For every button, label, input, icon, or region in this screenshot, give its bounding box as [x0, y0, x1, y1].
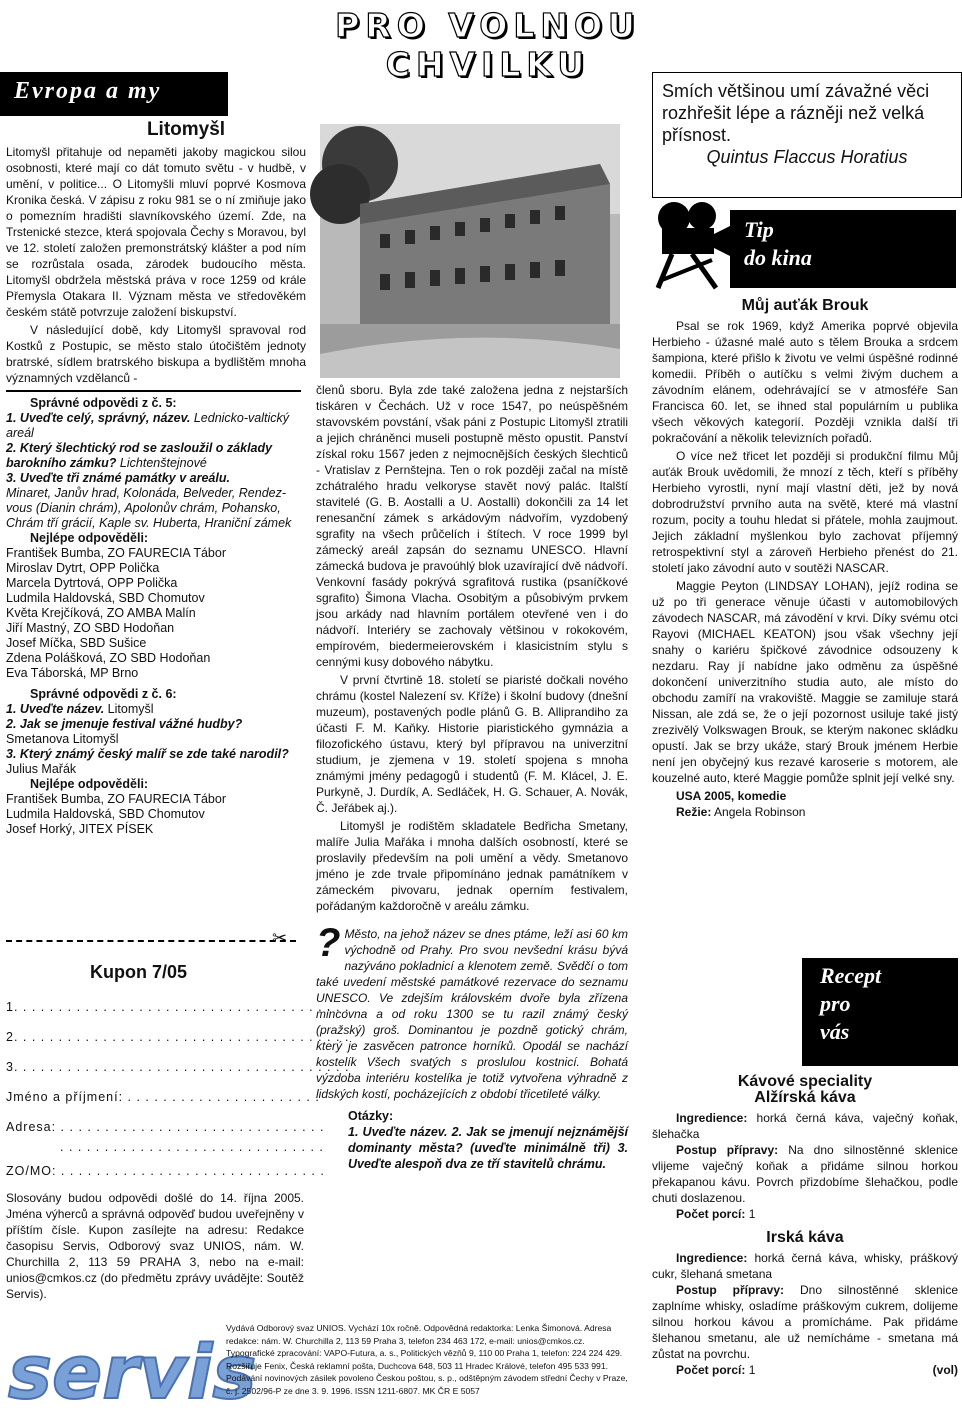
- list-item: Jiří Mastný, ZO SBD Hodoňan: [6, 621, 175, 635]
- answers6-q1: 1. Uveďte název.: [6, 702, 105, 716]
- questions-text: 1. Uveďte název. 2. Jak se jmenují nejznámější dominanty města? (uveďte minimálně tři) 3. Uveďte alespoň dva ze tří stavitelů chrámu.: [348, 1125, 628, 1171]
- recept-line-1: Recept: [820, 963, 882, 988]
- movie-paragraph-1: Psal se rok 1969, když Amerika poprvé objevila Herbieho - úžasné malé auto s tělem Brouka a srdcem šampiona, které přišlo k životu ve velmi úspěšné rodinné komedii. Příběh o autíčku s velmi živým duchem a závodním elánem, odehrávající se v atmosféře San Francisca 60. let, se ihned stal populárním u publika všech věkových kategorií. Později vznikla další tři pokračování a několik televizních pořadů.: [652, 319, 958, 445]
- questions-label: Otázky:: [348, 1109, 394, 1123]
- answers5-heading: Správné odpovědi z č. 5:: [30, 396, 177, 410]
- answers6-heading: Správné odpovědi z č. 6:: [30, 687, 177, 701]
- servis-logo: [4, 1318, 257, 1414]
- coupon-address-field[interactable]: Adresa: . . . . . . . . . . . . . . . . . . . . . . . . . . . . . .: [6, 1120, 325, 1134]
- list-item: Eva Táborská, MP Brno: [6, 666, 139, 680]
- recipe-2-name: Irská káva: [766, 1229, 844, 1246]
- answers5-q3: 3. Uveďte tři známé památky v areálu.: [6, 471, 230, 485]
- article-paragraph-5: Litomyšl je rodištěm skladatele Bedřicha Smetany, malíře Julia Mařáka i mnoha dalších osobností, které se proslavily především na poli umění a vědy. Smetanovo jméno je zde trvale připomínáno jednak památníkem v zámeckém pivovaru, jednak operním festivalem, pořádaným každoročně v areálu zámku.: [316, 819, 628, 913]
- article-paragraph-3: členů sboru. Byla zde také založena jedna z nejstarších tiskáren v Čechách. Už v roce 1547, po neúspěšném stavovském povstání, však páni z Postupic Litomyšl ztratili a jejich chráněnci museli postupně město opustit. Panství získal roku 1567 jeden z nejmocnějších českých šlechticů - Vratislav z Pernštejna. Ten o rok později začal na místě zchátralého hradu velkoryse stavět nový palác. Italští stavitelé (G. B. Aostalli a U. Aostalli) dokončili za 14 let renesanční zámek s arkádovým nádvořím, vyzdobený sgrafity na všech průčelích i štítech. V roce 1999 byl zámecký areál zapsán do seznamu UNESCO. Hlavní zámecká budova je pravoúhlý blok uzavírající dvě nádvoří. Venkovní fasády pokrývá sgrafitová rustika (psaníčkové sgrafito) Šimona Vlacha. Osobitým a působivým prvkem jsou arkády nad hlavním portálem otevřené ven i do nádvoří. Interiéry se zachovaly většinou v rokokovém, empírovém, biedermeierovském i klasicistním stylu s cennými kusy dobového nábytku.: [316, 383, 628, 669]
- recipe-2-prep: Dno silnostěnné sklenice zaplníme whisky, osladíme práškovým cukrem, dolijeme silnou horkou kávou a promícháme. Pak přidáme šlehanou smetanu, ale už nemícháme - smetana má zůstat na povrchu.: [652, 1283, 959, 1361]
- riddle-text: Město, na jehož název se dnes ptáme, leží asi 60 km východně od Prahy. Pro svou nevšední krásu bývá nazýváno pokladnicí a klenotem země. Svědčí o tom také uvedení městské památkové rezervace do seznamu UNESCO. Ve zdejším královském dvoře byla zřízena mincovna a od roku 1300 se tu razil známý český (pražský) groš. Dominantou je pozdně gotický chrám, který je zasvěcen patronce horníků. Opodál se nachází kostelík Všech svatých s proslulou kostnicí. Bohatá výzdoba interiéru kostelíka je totiž vytvořena výhradně z lidských kostí, pocházejících z období třicetileté války.: [316, 927, 628, 1101]
- svg-text:servis: servis: [8, 1330, 257, 1414]
- quiz: [316, 1108, 628, 1172]
- movie-country: USA 2005, komedie: [676, 789, 787, 803]
- movie-paragraph-3: Maggie Peyton (LINDSAY LOHAN), jejíž rodina se už po tři generace věnuje účasti v automobilových závodech NASCAR, má závodění v krvi. Díky svému otci Rayovi (MICHAEL KEATON) jsou však všechny její snahy o kariéru špičkové závodnice odsouzeny k nezdaru. Ray jí nabídne jako odměnu za úspěšné dokončení univerzitního studia auto, ale místo do obchodu zamíří na vrakoviště. Maggie se zamiluje stará Nissan, ale zdá se, že o její pozornost usiluje také jistý zrezivělý Volkswagen Brouk, se kterým nakonec skládku opustí. Jak se brzy ukáže, starý Brouk jménem Herbie není jen obyčejný kus rezavé karoserie s motorem, ale kouzelné auto, které Maggie pomůže splnit její velké sny.: [652, 579, 958, 785]
- recipe-1-portions: 1: [748, 1207, 756, 1221]
- movie-camera-icon: [652, 198, 732, 290]
- director-label: Režie:: [676, 805, 712, 819]
- answers6-a2: Smetanova Litomyšl: [6, 732, 119, 746]
- list-item: Ludmila Haldovská, SBD Chomutov: [6, 807, 205, 821]
- article-paragraph-2: V následující době, kdy Litomyšl spravoval rod Kostků z Postupic, se město stalo útočištěm jednoty bratrské, sídlem bratrského biskupa a bydlištěm mnoha významných vzdělanců -: [6, 323, 306, 385]
- article-title: Litomyšl: [146, 119, 226, 140]
- left-column: [6, 120, 306, 837]
- recipe-1-portions-label: Počet porcí:: [676, 1207, 746, 1221]
- list-item: Ludmila Haldovská, SBD Chomutov: [6, 591, 205, 605]
- recipe-2-prep-label: Postup přípravy:: [676, 1283, 784, 1297]
- quote-author: Quintus Flaccus Horatius: [706, 147, 908, 167]
- answers6-q3: 3. Který známý český malíř se zde také narodil?: [6, 747, 289, 761]
- scissors-icon: ✂: [272, 928, 288, 948]
- coupon-title: Kupon 7/05: [90, 962, 188, 982]
- tip-line-1: Tip: [744, 217, 774, 242]
- movie-title: Můj auťák Brouk: [741, 297, 869, 314]
- coupon-answer-1[interactable]: 1. . . . . . . . . . . . . . . . . . . . . . . . . . . . . . . . . . . . . .: [6, 1000, 350, 1014]
- answers5-a3: Minaret, Janův hrad, Kolonáda, Belveder, Rendez-vous (Dianin chrám), Apolonův chrám, Pohansko, Chrám tří grácií, Kaple sv. Huberta, Hraniční zámek: [6, 486, 292, 530]
- masthead: PRO VOLNOU CHVILKU: [335, 6, 641, 84]
- colophon: Vydává Odborový svaz UNIOS. Vychází 10x ročně. Odpovědná redaktorka: Lenka Šimonová. Adresa redakce: nám. W. Churchilla 2, 113 59 Praha 3, telefon 234 463 172, e-mail: unios@cmkos.cz. Typografické zpracování: VAPO-Futura, a. s., Politických vězňů 9, 110 00 Praha 1, telefon: 224 224 429. Rozšiřuje Fenix, Česká reklamní pošta, Duchcova 648, 503 11 Hradec Králové, telefon 495 533 991. Podávání novinových zásilek povoleno Českou poštou, s. p., odštěpným závodem střední Čechy v Praze, č. j. 2502/96-P ze dne 3. 9. 1996. ISSN 1211-6807. MK ČR E 5057: [226, 1323, 628, 1396]
- recipe-1-prep-label: Postup přípravy:: [676, 1143, 779, 1157]
- recipes: [652, 1074, 958, 1378]
- coupon-note: Slosovány budou odpovědi došlé do 14. října 2005. Jména výherců a správná odpověď budou uveřejněny v příštím čísle. Kupon zasílejte na adresu: Redakce časopisu Servis, Odborový svaz UNIOS, nám. W. Churchilla 2, 113 59 PRAHA 3, nebo na e-mail: unios@cmkos.cz (do předmětu zprávy uvádějte: Soutěž Servis).: [6, 1191, 304, 1301]
- movie-director-line: [652, 804, 958, 820]
- coupon-answer-3[interactable]: 3. . . . . . . . . . . . . . . . . . . . . . . . . . . . . . . . . . . . . .: [6, 1060, 350, 1074]
- list-item: Josef Míčka, SBD Sušice: [6, 636, 147, 650]
- article-paragraph-1: Litomyšl přitahuje od nepaměti jakoby magickou silou osobnosti, které mají co dát tomuto světu - v hudbě, v umění, v politice... O Litomyšli mluví poprvé Kosmova Kronika česká. V zápisu z roku 981 se o ní zmiňuje jako o pomezním hradišti slavníkovského území. Zde, na Trstenické stezce, která spojovala Čechy s Moravou, byl ve 12. století založen premonstrátský klášter a pod ním se rozrůstala osada, zárodek budoucího města. Litomyšl obdržela městská práva v roce 1259 od krále Přemysla Otakara II. Význam města ve středověkém českém státě potvrzuje založení biskupství.: [6, 145, 306, 319]
- recipe-2-ingredients-label: Ingredience:: [676, 1251, 748, 1265]
- tip-heading: [744, 216, 812, 272]
- coupon-cut-line: [6, 940, 296, 942]
- recept-line-3: vás: [820, 1019, 850, 1044]
- coupon-name-field[interactable]: Jméno a příjmení: . . . . . . . . . . . . . . . . . . . . . .: [6, 1090, 320, 1104]
- quote: [662, 80, 952, 168]
- divider: [6, 390, 301, 392]
- list-item: Zdena Polášková, ZO SBD Hodoňan: [6, 651, 211, 665]
- coupon-answer-2[interactable]: 2. . . . . . . . . . . . . . . . . . . . . . . . . . . . . . . . . . . . . .: [6, 1030, 350, 1044]
- recept-line-2: pro: [820, 991, 851, 1016]
- quote-text: Smích většinou umí závažné věci rozhřešit lépe a rázněji než velká přísnost.: [662, 81, 930, 145]
- recipes-title: Kávové speciality: [737, 1073, 873, 1090]
- answers5-q1: 1. Uveďte celý, správný, název.: [6, 411, 191, 425]
- middle-column: [316, 382, 628, 1172]
- servis-logo-graphic: [4, 1318, 257, 1414]
- right-column: [652, 296, 958, 820]
- recipe-2-note: (vol): [932, 1363, 958, 1377]
- list-item: František Bumba, ZO FAURECIA Tábor: [6, 792, 226, 806]
- answers5-q2: 2. Který šlechtický rod se zasloužil o základy barokního zámku?: [6, 441, 273, 470]
- riddle: [316, 921, 628, 1102]
- recipe-1-prep: Na dno silnostěnné sklenice vlijeme vaječný koňak a přidáme silnou horkou překapanou kávu. Povrch přizdobíme šlehačkou, podle chuti doslazenou.: [652, 1143, 958, 1205]
- list-item: Květa Krejčíková, ZO AMBA Malín: [6, 606, 196, 620]
- answers5-a1: Lednicko-valtický areál: [6, 411, 290, 440]
- director-name: Angela Robinson: [714, 805, 806, 819]
- coupon-zomo-field[interactable]: ZO/MO: . . . . . . . . . . . . . . . . . . . . . . . . . . . . . .: [6, 1164, 325, 1178]
- movie-paragraph-2: O více než třicet let později si produkční filmu Můj auťák Brouk uvědomili, že mnozí z těch, kteří s příběhy Herbieho vyrostli, nyní mají vlastní děti, jež by nová dobrodružství prvního auta na světě, které má vlastní rozum, pocity a touhu hledat si přátele, mohla zaujmout. Jejich základní myšlenkou bylo zachovat příjemný retrospektivní styl a zároveň Herbieho přenést do 21. století jako závodní auto v soutěži NASCAR.: [652, 449, 958, 575]
- answers6-best: Nejlépe odpověděli:: [30, 777, 149, 791]
- list-item: Marcela Dytrtová, OPP Polička: [6, 576, 178, 590]
- recipe-1-ingredients: horká černá káva, vaječný koňak, šlehačka: [652, 1111, 958, 1141]
- question-mark-icon: ?: [316, 921, 341, 965]
- answers5-a2: Lichtenštejnové: [119, 456, 207, 470]
- recipe-1-name: Alžírská káva: [754, 1089, 856, 1106]
- recept-heading: [820, 962, 881, 1046]
- winners5-list: [6, 546, 306, 681]
- coupon-address-field-2[interactable]: . . . . . . . . . . . . . . . . . . . . . . . . . . . . . .: [60, 1140, 324, 1154]
- article-paragraph-4: V první čtvrtině 18. století se piaristé dočkali nového chrámu (kostel Nalezení sv. Kříže) i školní budovy (dnešní muzeum), postavených podle plánů G. B. Alliprandiho za účasti F. M. Kaňky. Historie piaristického gymnázia a filozofického ústavu, který byl přípravou na univerzitní studium, je zjemena v 19. století spojena s mnoha známými jmény pedagogů i studentů (F. M. Klácel, J. E. Purkyně, J. Durdík, A. Sedláček, H. G. Schauer, A. Novák, Č. Jeřábek aj.).: [316, 673, 628, 815]
- recipe-1-ingredients-label: Ingredience:: [676, 1111, 748, 1125]
- recipe-2-portions-label: Počet porcí:: [676, 1363, 746, 1377]
- answers5-best: Nejlépe odpověděli:: [30, 531, 149, 545]
- answers-5: [6, 396, 306, 837]
- chateau-photo: [320, 124, 620, 378]
- answers6-a1: Litomyšl: [107, 702, 154, 716]
- recipe-2-ingredients: horká černá káva, whisky, práškový cukr, šlehaná smetana: [652, 1251, 958, 1281]
- list-item: Miroslav Dytrt, OPP Polička: [6, 561, 160, 575]
- chateau-illustration: [320, 124, 620, 378]
- answers6-a3: Julius Mařák: [6, 762, 77, 776]
- list-item: Josef Horký, JITEX PÍSEK: [6, 822, 154, 836]
- section-title: Evropa a my: [14, 78, 162, 104]
- list-item: František Bumba, ZO FAURECIA Tábor: [6, 546, 226, 560]
- answers6-q2: 2. Jak se jmenuje festival vážné hudby?: [6, 717, 243, 731]
- tip-line-2: do kina: [744, 245, 812, 270]
- recipe-2-portions: 1: [748, 1363, 756, 1377]
